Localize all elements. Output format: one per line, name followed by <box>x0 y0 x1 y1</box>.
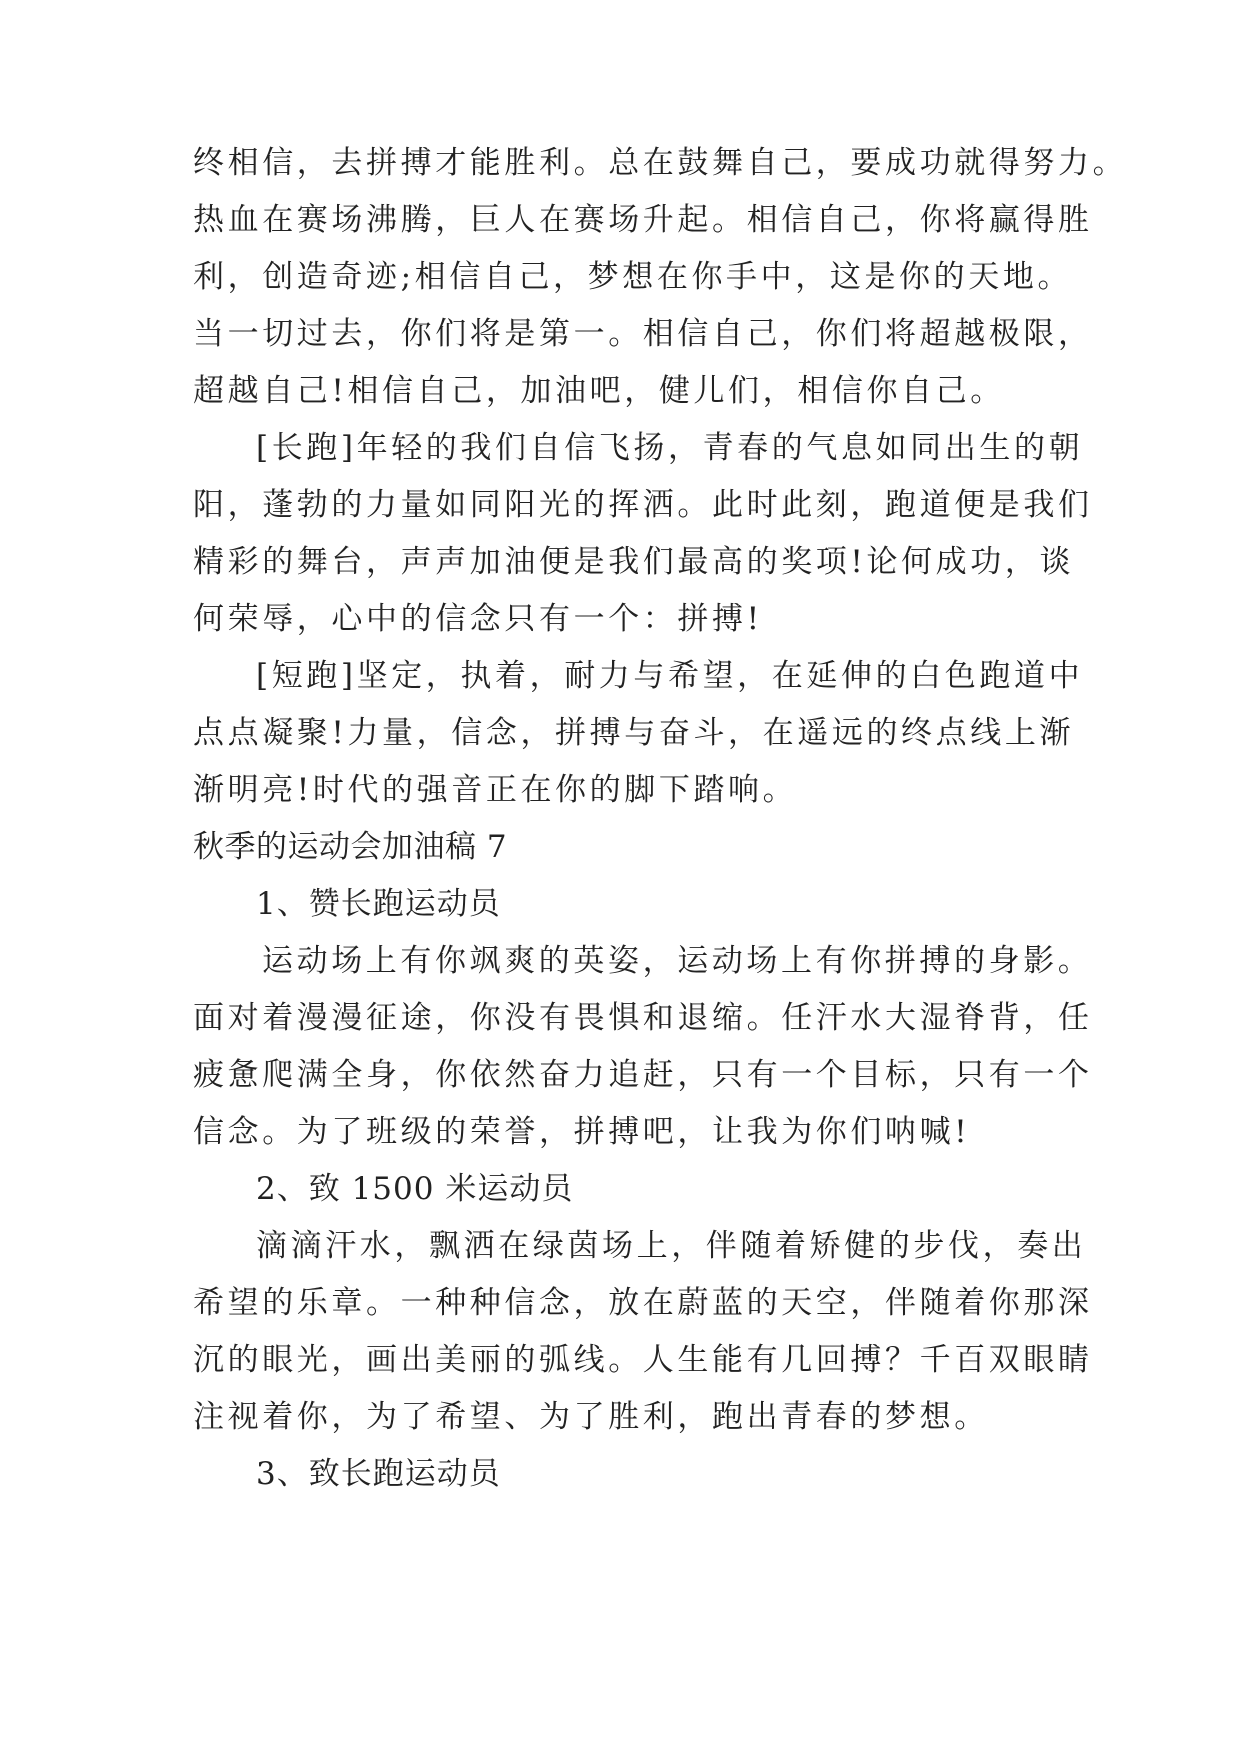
text-line: 终相信，去拼搏才能胜利。总在鼓舞自己，要成功就得努力。 <box>193 145 1128 181</box>
text-line: 渐明亮!时代的强音正在你的脚下踏响。 <box>193 772 798 808</box>
subheading-3: 3、致长跑运动员 <box>256 1456 501 1492</box>
text-line: 希望的乐章。一种种信念，放在蔚蓝的天空，伴随着你那深 <box>193 1285 1093 1321</box>
text-line: 面对着漫漫征途，你没有畏惧和退缩。任汗水大湿脊背，任 <box>193 1000 1093 1036</box>
text-line: 精彩的舞台，声声加油便是我们最高的奖项!论何成功，谈 <box>193 544 1075 580</box>
text-line: 利，创造奇迹;相信自己，梦想在你手中，这是你的天地。 <box>193 259 1073 295</box>
text-line: 点点凝聚!力量，信念，拼搏与奋斗，在遥远的终点线上渐 <box>193 715 1075 751</box>
subheading-1: 1、赞长跑运动员 <box>256 886 501 922</box>
text-line: 当一切过去，你们将是第一。相信自己，你们将超越极限， <box>193 316 1093 352</box>
section-heading: 秋季的运动会加油稿 7 <box>193 829 508 865</box>
subheading-2: 2、致 1500 米运动员 <box>256 1171 574 1207</box>
text-line: 滴滴汗水，飘洒在绿茵场上，伴随着矫健的步伐，奏出 <box>256 1228 1087 1264</box>
text-line: 热血在赛场沸腾，巨人在赛场升起。相信自己，你将赢得胜 <box>193 202 1093 238</box>
text-line: 注视着你，为了希望、为了胜利，跑出青春的梦想。 <box>193 1399 989 1435</box>
text-line: 沉的眼光，画出美丽的弧线。人生能有几回搏？千百双眼睛 <box>193 1342 1093 1378</box>
text-line: 阳，蓬勃的力量如同阳光的挥洒。此时此刻，跑道便是我们 <box>193 487 1093 523</box>
paragraph-sprint: [短跑]坚定，执着，耐力与希望，在延伸的白色跑道中 <box>256 658 1084 694</box>
text-line: 运动场上有你飒爽的英姿，运动场上有你拼搏的身影。 <box>262 943 1093 979</box>
text-line: 疲惫爬满全身，你依然奋力追赶，只有一个目标，只有一个 <box>193 1057 1093 1093</box>
text-line: 信念。为了班级的荣誉，拼搏吧，让我为你们呐喊! <box>193 1114 971 1150</box>
paragraph-long-run: [长跑]年轻的我们自信飞扬，青春的气息如同出生的朝 <box>256 430 1084 466</box>
text-line: 何荣辱，心中的信念只有一个：拼搏! <box>193 601 763 637</box>
text-line: 超越自己!相信自己，加油吧，健儿们，相信你自己。 <box>193 373 1005 409</box>
